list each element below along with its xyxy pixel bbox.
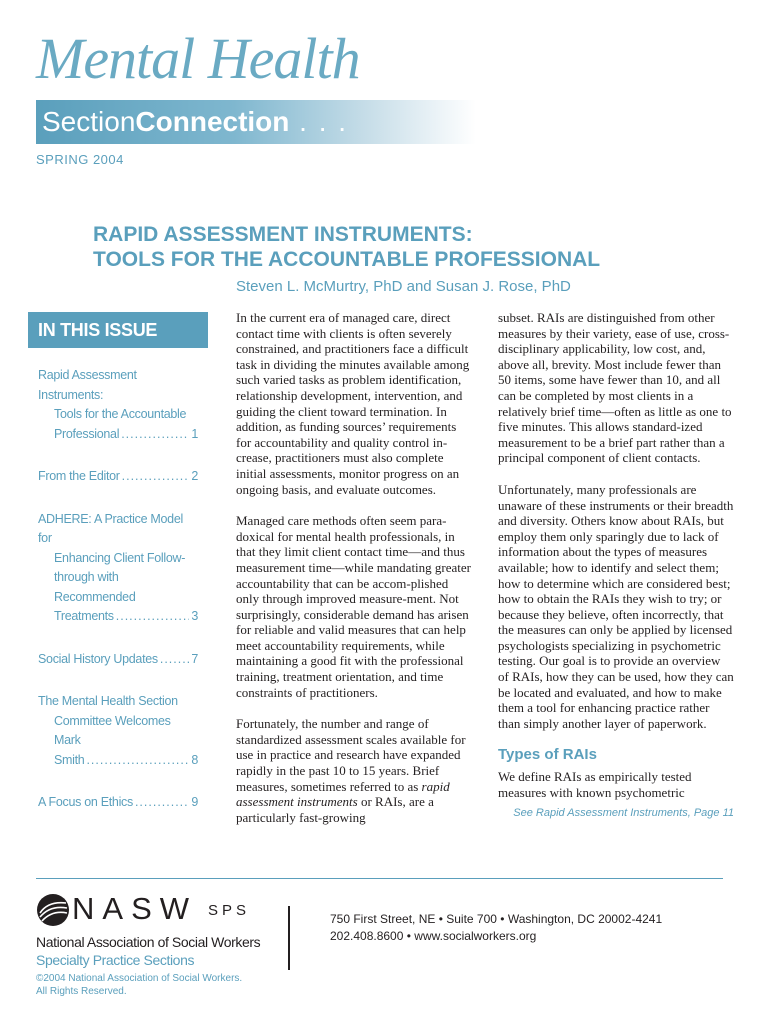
toc-item-text: Committee Welcomes Mark [54,713,171,747]
table-of-contents [38,366,198,836]
copyright [36,972,242,998]
copyright-line: All Rights Reserved. [36,986,127,997]
article-column-1 [236,310,472,841]
sps-logo-text: SPS [208,902,251,919]
paragraph-text: Fortunately, the number and range of standardized assessment scales available for use in practice and research have expanded rapidly in the past 10 to 15 years. Brief measures, sometimes referred to as [236,716,466,794]
article-paragraph: subset. RAIs are distinguished from other measures by their variety, ease of use, cross-disciplinary applicability, low cost, and, above all, brevity. Most include fewer than 50 items, some have fewer than 10, and all can be completed by most clients in a relatively brief time—often as little as one to five minutes. This allows standard-ized measurement to be a brief part rather than a principal component of client contacts. [498,310,732,466]
org-sections: Specialty Practice Sections [36,952,195,968]
footer-divider [36,878,723,879]
continued-link[interactable]: See Rapid Assessment Instruments, Page 11 [513,807,734,820]
toc-page-number: 3 [191,609,198,623]
toc-leader-dots [122,467,190,487]
byline: Steven L. McMurtry, PhD and Susan J. Rose, PhD [236,278,571,295]
issue-date: SPRING 2004 [36,152,124,167]
toc-item-text: The Mental Health Section [38,694,178,708]
toc-item[interactable] [38,510,198,627]
toc-leader-dots [160,650,190,670]
toc-leader-dots [121,425,189,445]
masthead-subtitle-section: Section [42,106,136,137]
article-paragraph: We define RAIs as empirically tested measures with known psychometric [498,769,692,800]
paragraph-text: or RAIs, are a particularly fast-growing [236,794,434,825]
toc-item-last-line [38,425,198,445]
section-heading: Types of RAIs [498,746,597,764]
toc-item-text: Tools for the Accountable [54,407,187,421]
address-block [330,911,662,945]
masthead-band [36,100,476,144]
contact-line[interactable]: 202.408.8600 • www.socialworkers.org [330,929,537,943]
toc-item[interactable] [38,692,198,770]
toc-item[interactable] [38,793,198,813]
toc-item-text: Enhancing Client Follow- [54,550,186,565]
masthead-title: Mental Health [36,26,360,91]
toc-item-last-line [38,467,198,487]
footer-vertical-divider [288,906,290,970]
headline-line-1: RAPID ASSESSMENT INSTRUMENTS: [93,223,473,246]
toc-item[interactable] [38,467,198,487]
toc-leader-dots [86,751,189,771]
address-line: 750 First Street, NE • Suite 700 • Washington, DC 20002-4241 [330,912,663,926]
article-paragraph: Managed care methods often seem para-doxical for mental health professionals, in that they limit client contact time—and thus measurement time—while mandating greater accountability that can be accom-plished only through improved measure-ment. Not surprisingly, considerable demand has arisen for reliable and valid measures that can help meet accountability requirements, while maintaining a good fit with the professional training, treatment orientation, and time constraints of practitioners. [236,513,471,700]
masthead-subtitle [42,104,348,140]
toc-item-last-line [38,607,198,627]
nasw-logo-text: NASW [72,891,197,926]
article-paragraph [236,716,472,825]
toc-item-last-line [38,751,198,771]
toc-page-number: 8 [191,752,198,767]
nasw-logo-icon [36,893,70,927]
toc-item-text: Smith [54,752,85,767]
toc-item-text: Rapid Assessment Instruments: [38,368,137,402]
toc-item-last-line [38,793,198,813]
article-column-2 [498,310,734,822]
toc-item-last-line [38,650,198,670]
toc-item[interactable] [38,650,198,670]
toc-item-text: From the Editor [38,469,120,483]
toc-item-text: Treatments [54,609,114,623]
toc-leader-dots [116,607,190,627]
toc-leader-dots [135,793,189,813]
toc-item-text: Professional [54,426,120,441]
copyright-line: ©2004 National Association of Social Workers. [36,973,243,984]
toc-item-text: A Focus on Ethics [38,795,133,809]
masthead-subtitle-dots: . . . [289,106,349,137]
toc-page-number: 2 [191,469,198,483]
toc-item-text: ADHERE: A Practice Model for [38,511,183,545]
org-name: National Association of Social Workers [36,934,261,950]
masthead-subtitle-connection: Connection [135,106,290,137]
toc-item-text: Social History Updates [38,651,158,666]
article-paragraph: In the current era of managed care, direct contact time with clients is often severely constrained, and practitioners face a difficult task in dividing the minutes available among such varied tasks as problem identification, relationship development, intervention, and guiding the client toward termination. In addition, as funding sources’ requirements for accountability and quality control in-crease, practitioners must also complete initial assessments, monitor progress on an ongoing basis, and evaluate outcomes. [236,310,470,497]
article-paragraph: Unfortunately, many professionals are unaware of these instruments or their breadth and diversity. Others know about RAIs, but employ them only sparingly due to lack of information about the types of measures available; how to identify and select them; how to determine which are considered best; how to obtain the RAIs they wish to try; or because they believe, often incorrectly, that the measures can only be applied by licensed psychologists specializing in psychometric testing. Our goal is to provide an overview of RAIs, how they can be used, how they can be located and evaluated, and how to make them a tool for enhancing practice rather than simply another layer of paperwork. [498,481,734,731]
toc-page-number: 9 [191,795,198,809]
toc-page-number: 7 [191,651,198,666]
toc-item-text: through with Recommended [54,570,136,604]
headline-line-2: TOOLS FOR THE ACCOUNTABLE PROFESSIONAL [93,248,601,271]
in-this-issue-header: IN THIS ISSUE [28,312,208,348]
toc-item[interactable] [38,366,198,444]
toc-page-number: 1 [191,426,198,441]
article-headline [93,222,733,272]
emphasized-term: rapid assessment instruments [236,778,450,810]
